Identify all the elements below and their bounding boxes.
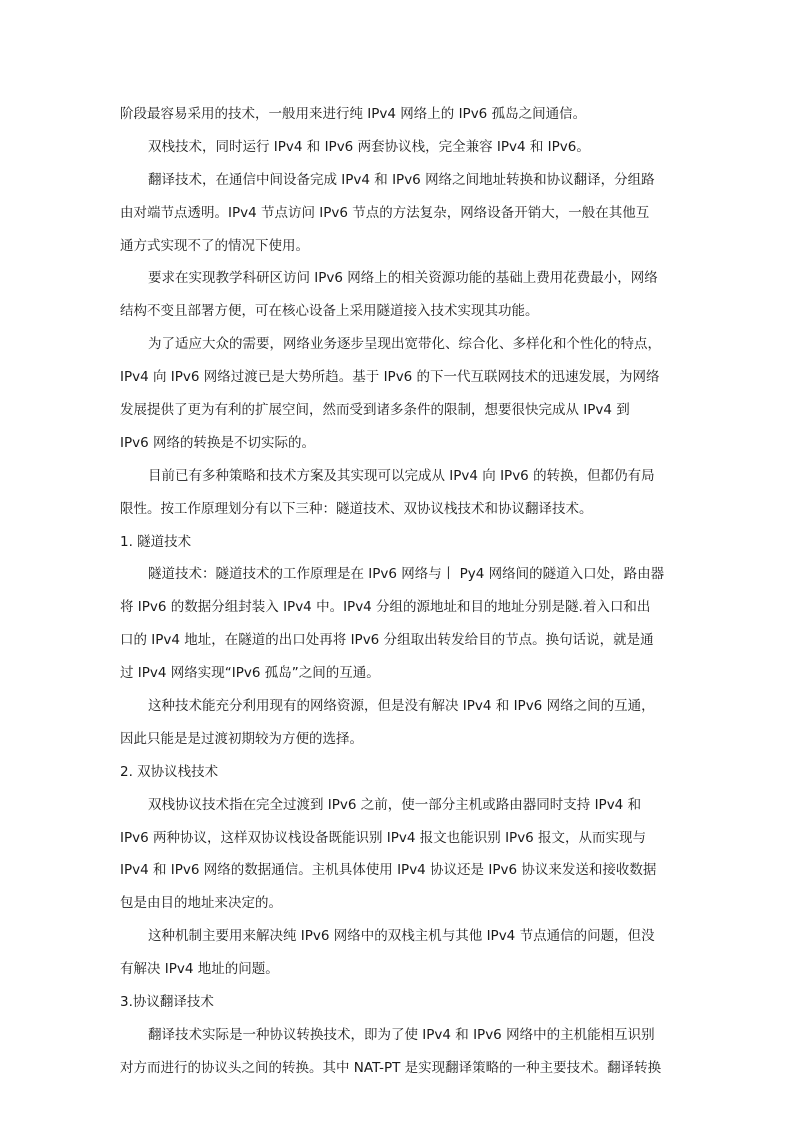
text-line: 要求在实现教学科研区访问 IPv6 网络上的相关资源功能的基础上费用花费最小，网络	[148, 270, 658, 287]
text-line: 目前已有多种策略和技术方案及其实现可以完成从 IPv4 向 IPv6 的转换，但都仍有局	[148, 467, 655, 484]
text-line: IPv6 两种协议，这样双协议栈设备既能识别 IPv4 报文也能识别 IPv6 报文，从而实现与	[120, 829, 647, 846]
text-line: 因此只能是是过渡初期较为方便的选择。	[120, 730, 363, 747]
text-line: 双栈技术，同时运行 IPv4 和 IPv6 两套协议栈，完全兼容 IPv4 和 IPv6。	[148, 138, 590, 155]
text-line: 口的 IPv4 地址，在隧道的出口处再将 IPv6 分组取出转发给目的节点。换句话说，就是通	[120, 632, 654, 649]
text-line: 限性。按工作原理划分有以下三种：隧道技术、双协议栈技术和协议翻译技术。	[120, 500, 593, 517]
text-line: 2. 双协议栈技术	[120, 763, 219, 780]
text-line: 通方式实现不了的情况下使用。	[120, 237, 309, 254]
text-line: 隧道技术：隧道技术的工作原理是在 IPv6 网络与丨 Py4 网络间的隧道入口处，路由器	[148, 566, 665, 583]
text-line: 将 IPv6 的数据分组封装入 IPv4 中。IPv4 分组的源地址和目的地址分别是隧.着入口和出	[120, 599, 651, 616]
document-body	[120, 98, 680, 1085]
text-line: IPv4 向 IPv6 网络过渡已是大势所趋。基于 IPv6 的下一代互联网技术的迅速发展，为网络	[120, 369, 660, 386]
text-line: 包是由目的地址来决定的。	[120, 895, 282, 912]
text-line: 这种技术能充分利用现有的网络资源，但是没有解决 IPv4 和 IPv6 网络之间的互通，	[148, 698, 655, 715]
text-line: 为了适应大众的需要，网络业务逐步呈现出宽带化、综合化、多样化和个性化的特点，	[148, 336, 661, 353]
text-line: 发展提供了更为有利的扩展空间，然而受到诸多条件的限制，想要很快完成从 IPv4 到	[120, 402, 630, 419]
text-line: 翻译技术，在通信中间设备完成 IPv4 和 IPv6 网络之间地址转换和协议翻译，分组路	[148, 171, 655, 188]
text-line: IPv6 网络的转换是不切实际的。	[120, 434, 315, 451]
text-line: 翻译技术实际是一种协议转换技术，即为了使 IPv4 和 IPv6 网络中的主机能相互识别	[148, 1026, 655, 1043]
text-line: 阶段最容易采用的技术，一般用来进行纯 IPv4 网络上的 IPv6 孤岛之间通信。	[120, 106, 587, 122]
text-line: 结构不变且部署方便，可在核心设备上采用隧道接入技术实现其功能。	[120, 303, 539, 320]
text-line: 由对端节点透明。IPv4 节点访问 IPv6 节点的方法复杂，网络设备开销大，一般在其他互	[120, 204, 650, 221]
text-line: 双栈协议技术指在完全过渡到 IPv6 之前，使一部分主机或路由器同时支持 IPv4 和	[148, 796, 642, 813]
text-line: 对方而进行的协议头之间的转换。其中 NAT-PT 是实现翻译策略的一种主要技术。翻译转换	[120, 1059, 662, 1076]
text-line: 3.协议翻译技术	[120, 994, 214, 1011]
text-line: 有解决 IPv4 地址的问题。	[120, 961, 279, 978]
text-line: 1. 隧道技术	[120, 533, 192, 550]
text-line: IPv4 和 IPv6 网络的数据通信。主机具体使用 IPv4 协议还是 IPv6 协议来发送和接收数据	[120, 862, 657, 879]
text-line: 过 IPv4 网络实现“IPv6 孤岛”之间的互通。	[120, 665, 380, 682]
text-line: 这种机制主要用来解决纯 IPv6 网络中的双栈主机与其他 IPv4 节点通信的问题，但没	[148, 928, 655, 945]
